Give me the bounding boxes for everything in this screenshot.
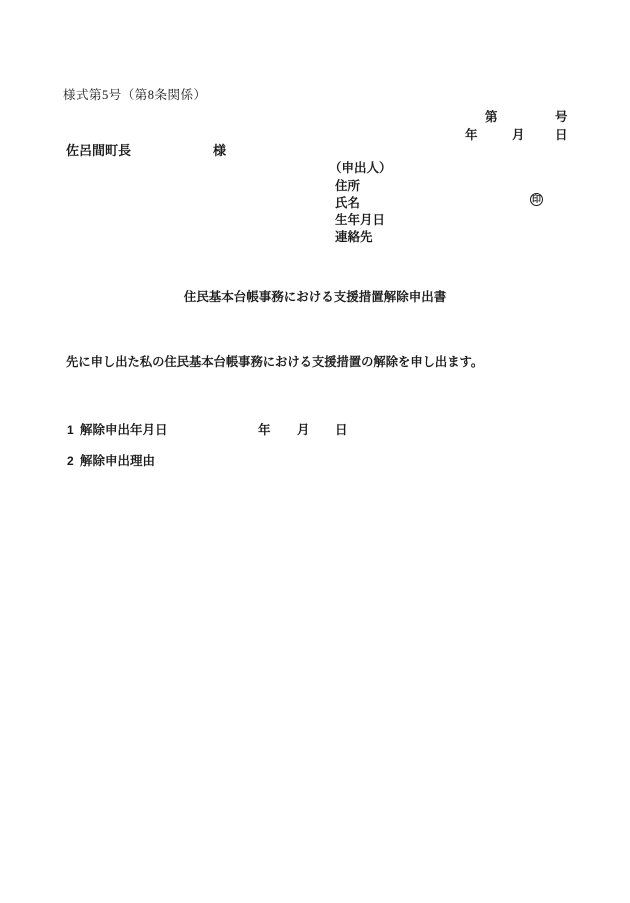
item-2-label: 解除申出理由 — [80, 454, 156, 468]
item-1-label: 解除申出年月日 — [80, 423, 168, 437]
item-1-number: 1 — [67, 423, 74, 437]
body-text: 先に申し出た私の住民基本台帳事務における支援措置の解除を申し出ます。 — [66, 355, 484, 369]
form-number: 様式第5号（第8条関係） — [63, 88, 207, 102]
applicant-birthdate-label: 生年月日 — [335, 213, 386, 227]
seal-icon — [530, 193, 543, 206]
item-1-month-label: 月 — [297, 423, 310, 437]
applicant-name-label: 氏名 — [335, 196, 361, 210]
addressee-honorific: 様 — [213, 143, 227, 158]
date-month-label: 月 — [512, 128, 525, 142]
document-title: 住民基本台帳事務における支援措置解除申出書 — [183, 290, 447, 304]
applicant-contact-label: 連絡先 — [335, 230, 373, 244]
doc-number-prefix: 第 — [485, 110, 498, 124]
addressee-name: 佐呂間町長 — [66, 143, 132, 158]
applicant-heading: （申出人） — [329, 161, 392, 175]
date-day-label: 日 — [555, 128, 568, 142]
date-year-label: 年 — [465, 128, 478, 142]
applicant-address-label: 住所 — [335, 179, 361, 193]
seal-label: 印 — [531, 194, 541, 204]
item-2-number: 2 — [67, 454, 74, 468]
doc-number-suffix: 号 — [555, 110, 568, 124]
item-1-day-label: 日 — [335, 423, 348, 437]
item-1-year-label: 年 — [258, 423, 271, 437]
